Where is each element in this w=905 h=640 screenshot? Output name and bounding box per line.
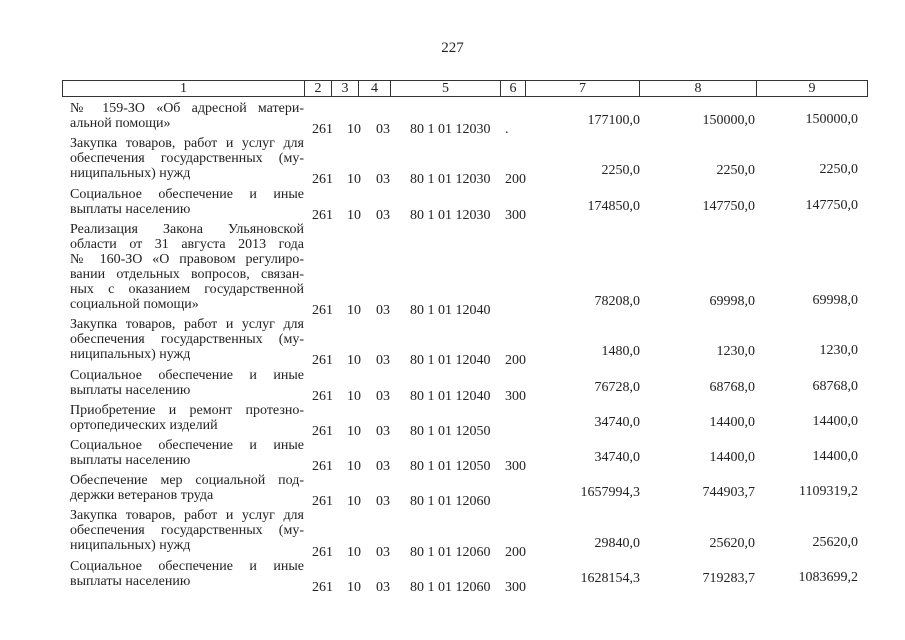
col-sum-9: 14400,0 xyxy=(812,413,858,429)
header-col-3: 3 xyxy=(331,80,359,97)
description-line: Закупка товаров, работ и услуг для xyxy=(70,317,304,333)
col-chapter: 261 xyxy=(312,388,333,404)
header-col-9: 9 xyxy=(756,80,868,97)
col-target-article: 80 1 01 12050 xyxy=(410,423,491,439)
row-description xyxy=(70,187,304,217)
col-sum-8: 2250,0 xyxy=(716,163,755,179)
col-sum-9: 1230,0 xyxy=(819,343,858,359)
col-section: 10 xyxy=(347,172,361,188)
col-sum-9: 150000,0 xyxy=(805,112,858,128)
col-subsection: 03 xyxy=(376,353,390,369)
description-line: социальной помощи» xyxy=(70,296,199,312)
description-line: выплаты населению xyxy=(70,201,191,217)
col-chapter: 261 xyxy=(312,459,333,475)
description-line: Социальное обеспечение и иные xyxy=(70,438,304,453)
row-description xyxy=(70,438,304,468)
col-sum-9: 25620,0 xyxy=(812,534,858,550)
col-chapter: 261 xyxy=(312,172,333,188)
row-description xyxy=(70,368,304,398)
col-sum-9: 1109319,2 xyxy=(799,484,858,500)
col-section: 10 xyxy=(347,207,361,223)
description-line: обеспечения государственных (му- xyxy=(70,151,304,167)
table-row xyxy=(0,558,905,595)
col-sum-7: 34740,0 xyxy=(594,414,640,430)
col-subsection: 03 xyxy=(376,388,390,404)
col-section: 10 xyxy=(347,544,361,560)
description-line: Реализация Закона Ульяновской xyxy=(70,221,304,237)
col-sum-9: 147750,0 xyxy=(805,197,858,213)
col-section: 10 xyxy=(347,459,361,475)
table-row xyxy=(0,136,905,188)
col-chapter: 261 xyxy=(312,303,333,319)
col-sum-9: 2250,0 xyxy=(819,162,858,178)
table-row xyxy=(0,438,905,475)
col-sum-8: 719283,7 xyxy=(702,570,755,586)
col-expense-type: 300 xyxy=(505,388,526,404)
description-line: ортопедических изделий xyxy=(70,417,218,433)
col-expense-type: 300 xyxy=(505,207,526,223)
col-sum-8: 744903,7 xyxy=(702,485,755,501)
description-line: выплаты населению xyxy=(70,573,191,589)
description-line: № 160-ЗО «О правовом регулиро- xyxy=(70,251,304,267)
col-section: 10 xyxy=(347,423,361,439)
col-subsection: 03 xyxy=(376,423,390,439)
col-sum-8: 147750,0 xyxy=(702,198,755,214)
col-sum-8: 69998,0 xyxy=(709,294,755,310)
row-description xyxy=(70,403,304,433)
description-line: ниципальных) нужд xyxy=(70,538,191,554)
col-section: 10 xyxy=(347,579,361,595)
col-sum-7: 177100,0 xyxy=(587,113,640,129)
col-target-article: 80 1 01 12040 xyxy=(410,388,491,404)
table-row xyxy=(0,317,905,369)
col-sum-9: 69998,0 xyxy=(812,293,858,309)
description-line: держки ветеранов труда xyxy=(70,488,214,504)
col-subsection: 03 xyxy=(376,172,390,188)
header-col-6: 6 xyxy=(500,80,526,97)
col-target-article: 80 1 01 12030 xyxy=(410,122,491,138)
row-description xyxy=(70,473,304,503)
table-row xyxy=(0,367,905,404)
description-line: Социальное обеспечение и иные xyxy=(70,186,304,202)
table-header xyxy=(62,80,868,99)
col-sum-7: 34740,0 xyxy=(594,450,640,466)
header-col-5: 5 xyxy=(390,80,501,97)
col-sum-7: 1657994,3 xyxy=(580,485,640,501)
col-sum-7: 76728,0 xyxy=(594,379,640,395)
col-target-article: 80 1 01 12060 xyxy=(410,494,491,510)
col-sum-8: 68768,0 xyxy=(709,379,755,395)
col-subsection: 03 xyxy=(376,207,390,223)
col-section: 10 xyxy=(347,494,361,510)
col-target-article: 80 1 01 12030 xyxy=(410,172,491,188)
table-row xyxy=(0,402,905,439)
col-sum-9: 1083699,2 xyxy=(798,569,858,585)
description-line: обеспечения государственных (му- xyxy=(70,332,304,348)
col-sum-8: 1230,0 xyxy=(716,344,755,360)
description-line: Приобретение и ремонт протезно- xyxy=(70,402,304,418)
header-col-2: 2 xyxy=(304,80,332,97)
col-target-article: 80 1 01 12040 xyxy=(410,303,491,319)
row-description xyxy=(70,508,304,553)
col-target-article: 80 1 01 12060 xyxy=(410,579,491,595)
col-sum-7: 174850,0 xyxy=(587,198,640,214)
col-target-article: 80 1 01 12050 xyxy=(410,459,491,475)
col-sum-7: 29840,0 xyxy=(594,535,640,551)
description-line: выплаты населению xyxy=(70,382,191,398)
description-line: вании отдельных вопросов, связан- xyxy=(70,266,304,282)
col-section: 10 xyxy=(347,353,361,369)
col-sum-8: 150000,0 xyxy=(702,113,755,129)
row-description xyxy=(70,222,304,312)
col-expense-type: 200 xyxy=(505,172,526,188)
col-sum-8: 14400,0 xyxy=(709,450,755,466)
col-subsection: 03 xyxy=(376,122,390,138)
col-expense-type: 200 xyxy=(505,544,526,560)
description-line: ниципальных) нужд xyxy=(70,166,191,182)
col-chapter: 261 xyxy=(312,207,333,223)
col-chapter: 261 xyxy=(312,423,333,439)
col-target-article: 80 1 01 12060 xyxy=(410,544,491,560)
col-subsection: 03 xyxy=(376,459,390,475)
description-line: Социальное обеспечение и иные xyxy=(70,558,304,574)
col-subsection: 03 xyxy=(376,544,390,560)
col-expense-type: . xyxy=(505,122,509,138)
description-line: № 159-ЗО «Об адресной матери- xyxy=(70,101,304,116)
table-row xyxy=(0,221,905,319)
col-section: 10 xyxy=(347,303,361,319)
col-expense-type: 200 xyxy=(505,353,526,369)
row-description xyxy=(70,101,304,131)
col-chapter: 261 xyxy=(312,494,333,510)
description-line: Социальное обеспечение и иные xyxy=(70,367,304,383)
table-row xyxy=(0,508,905,560)
col-sum-9: 68768,0 xyxy=(812,378,858,394)
table-row xyxy=(0,101,905,138)
description-line: области от 31 августа 2013 года xyxy=(70,236,304,252)
description-line: обеспечения государственных (му- xyxy=(70,523,304,539)
col-sum-7: 2250,0 xyxy=(601,163,640,179)
col-expense-type: 300 xyxy=(505,579,526,595)
col-subsection: 03 xyxy=(376,494,390,510)
header-col-4: 4 xyxy=(358,80,391,97)
col-chapter: 261 xyxy=(312,353,333,369)
col-sum-8: 14400,0 xyxy=(709,414,755,430)
col-chapter: 261 xyxy=(312,579,333,595)
row-description xyxy=(70,317,304,362)
col-section: 10 xyxy=(347,388,361,404)
description-line: Обеспечение мер социальной под- xyxy=(70,473,304,489)
col-sum-7: 78208,0 xyxy=(594,294,640,310)
col-subsection: 03 xyxy=(376,579,390,595)
col-target-article: 80 1 01 12030 xyxy=(410,207,491,223)
col-sum-8: 25620,0 xyxy=(709,535,755,551)
description-line: выплаты населению xyxy=(70,453,191,468)
col-expense-type: 300 xyxy=(505,459,526,475)
row-description xyxy=(70,559,304,589)
col-chapter: 261 xyxy=(312,544,333,560)
col-target-article: 80 1 01 12040 xyxy=(410,353,491,369)
header-col-1: 1 xyxy=(62,80,305,97)
description-line: альной помощи» xyxy=(70,116,171,131)
table-row xyxy=(0,473,905,510)
description-line: ниципальных) нужд xyxy=(70,347,191,363)
col-sum-9: 14400,0 xyxy=(812,449,858,465)
col-subsection: 03 xyxy=(376,303,390,319)
description-line: Закупка товаров, работ и услуг для xyxy=(70,508,304,524)
col-sum-7: 1480,0 xyxy=(601,344,640,360)
description-line: ных с оказанием государственной xyxy=(70,281,304,297)
col-chapter: 261 xyxy=(312,122,333,138)
header-col-8: 8 xyxy=(639,80,757,97)
header-col-7: 7 xyxy=(525,80,640,97)
description-line: Закупка товаров, работ и услуг для xyxy=(70,136,304,152)
col-sum-7: 1628154,3 xyxy=(580,570,640,586)
table-row xyxy=(0,186,905,223)
page-number: 227 xyxy=(441,40,464,56)
col-section: 10 xyxy=(347,122,361,138)
row-description xyxy=(70,136,304,181)
